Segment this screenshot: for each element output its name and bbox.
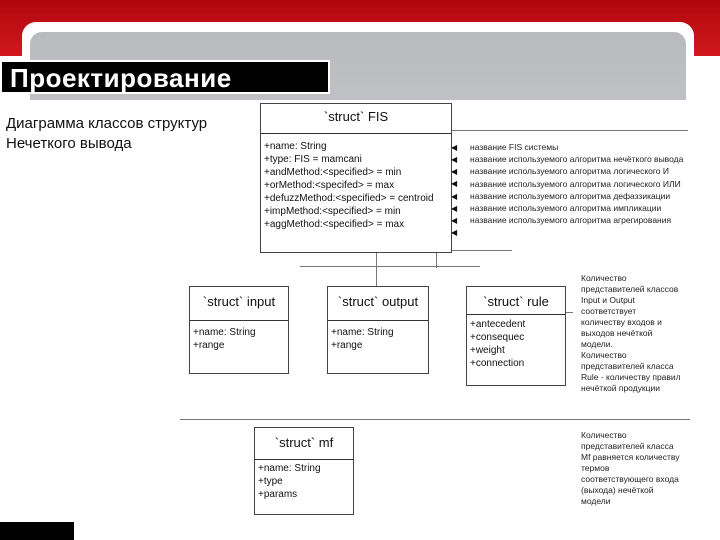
attribute: +type (258, 476, 283, 487)
attribute: +type: FIS = mamcani (264, 154, 362, 165)
attribute: +name: String (264, 141, 327, 152)
arrow-left-icon: ◀ (451, 143, 458, 152)
note-line: (выхода) нечёткой (581, 485, 654, 495)
footer-bar (0, 522, 720, 540)
note-line: количеству входов и (581, 317, 662, 327)
attribute: +name: String (193, 327, 256, 338)
class-fis (260, 103, 452, 253)
note-line: Количество (581, 273, 627, 283)
attribute: +antecedent (470, 319, 526, 330)
arrow-left-icon: ◀ (451, 155, 458, 164)
attribute: +weight (470, 345, 505, 356)
arrow-left-icon: ◀ (451, 192, 458, 201)
mf-note (581, 430, 679, 507)
note-line: Mf равняется количеству (581, 452, 680, 462)
arrow-left-icon: ◀ (451, 228, 458, 237)
slide-title: Проектирование (10, 63, 232, 93)
note-line: название используемого алгоритма логического И (470, 166, 670, 177)
io-rule-note (581, 273, 681, 394)
class-rule (466, 286, 566, 386)
connector-line (565, 312, 573, 313)
class-mf-name: `struct` mf (274, 435, 334, 450)
class-input (189, 286, 289, 374)
note-line: название FIS системы (470, 142, 559, 152)
class-fis-name: `struct` FIS (323, 109, 389, 124)
note-line: соответствует (581, 306, 637, 316)
footer-black-block (0, 522, 74, 540)
connector-fis-to-input (376, 252, 377, 286)
class-fis-attributes (261, 134, 451, 231)
note-line: Input и Output (581, 295, 635, 305)
arrow-left-icon: ◀ (451, 167, 458, 176)
note-line: нечёткой продукции (581, 383, 661, 393)
note-line: представителей класса (581, 441, 674, 451)
arrow-left-icon: ◀ (451, 179, 458, 188)
class-output-attributes (328, 321, 428, 352)
class-rule-attributes (467, 315, 565, 370)
attribute: +orMethod:<specifed> = max (264, 180, 395, 191)
connector-line (180, 419, 690, 420)
class-input-name: `struct` input (202, 294, 276, 309)
attribute: +consequec (470, 332, 525, 343)
attribute: +name: String (331, 327, 394, 338)
note-line: модели (581, 496, 611, 506)
class-mf-attributes (255, 460, 353, 501)
note-line: название используемого алгоритма импликации (470, 202, 662, 213)
note-line: термов (581, 463, 610, 473)
attribute: +defuzzMethod:<specified> = centroid (264, 193, 434, 204)
description-line: Нечеткого вывода (6, 135, 132, 152)
attribute: +connection (470, 358, 525, 369)
class-output-name: `struct` output (337, 294, 419, 309)
class-output (327, 286, 429, 374)
slide-title-bar (0, 60, 330, 94)
arrow-left-icon: ◀ (451, 204, 458, 213)
attribute: +range (331, 340, 363, 351)
connector-line (452, 250, 512, 251)
class-rule-name: `struct` rule (483, 294, 549, 309)
note-line: представителей класса (581, 361, 674, 371)
note-line: выходов нечёткой (581, 328, 653, 338)
note-line: название используемого алгоритма дефаззикации (470, 190, 671, 201)
class-mf (254, 427, 354, 515)
arrow-left-icon: ◀ (451, 216, 458, 225)
class-input-attributes (190, 321, 288, 352)
attribute: +params (258, 489, 298, 500)
attribute: +range (193, 340, 225, 351)
note-line: Количество (581, 350, 627, 360)
connector-line (300, 266, 480, 267)
note-line: название используемого алгоритма агрегирования (470, 215, 672, 226)
note-line: модели. (581, 339, 613, 349)
attribute: +impMethod:<specified> = min (264, 206, 401, 217)
attribute: +name: String (258, 463, 321, 474)
note-line: Количество (581, 430, 627, 440)
note-line: соответствующего входа (581, 474, 679, 484)
note-line: название используемого алгоритма нечёткого вывода (470, 154, 684, 165)
note-line: представителей классов (581, 284, 679, 294)
fis-field-notes (470, 142, 683, 227)
note-line: название используемого алгоритма логического ИЛИ (470, 178, 681, 189)
description-line: Диаграмма классов структур (6, 115, 208, 132)
connector-line (452, 130, 688, 131)
note-line: Rule - количеству правил (581, 372, 681, 382)
attribute: +andMethod:<specified> = min (264, 167, 402, 178)
slide-description (6, 114, 207, 154)
attribute: +aggMethod:<specified> = max (264, 219, 405, 230)
